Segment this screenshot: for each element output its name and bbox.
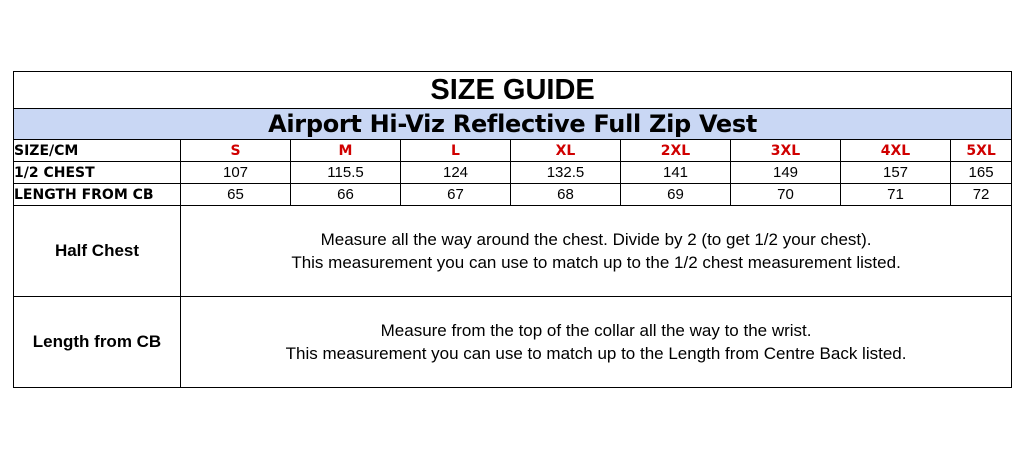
table-cell: 107: [181, 162, 291, 184]
table-row: [14, 184, 1012, 206]
table-cell: 65: [181, 184, 291, 206]
row-label-length-from-cb: LENGTH FROM CB: [14, 184, 181, 206]
table-cell: 165: [951, 162, 1012, 184]
size-header-l: L: [401, 140, 511, 162]
size-header-2xl: 2XL: [621, 140, 731, 162]
description-text-length-from-cb: [181, 297, 1012, 388]
size-guide-table: [13, 71, 1012, 388]
table-cell: 141: [621, 162, 731, 184]
description-row-length-from-cb: [14, 297, 1012, 388]
size-header-4xl: 4XL: [841, 140, 951, 162]
description-label-length-from-cb: Length from CB: [14, 297, 181, 388]
table-cell: 67: [401, 184, 511, 206]
size-header-row: [14, 140, 1012, 162]
size-header-5xl: 5XL: [951, 140, 1012, 162]
size-header-s: S: [181, 140, 291, 162]
table-cell: 124: [401, 162, 511, 184]
table-cell: 71: [841, 184, 951, 206]
description-line: Measure from the top of the collar all the way to the wrist.: [380, 321, 812, 340]
size-header-xl: XL: [511, 140, 621, 162]
description-line: Measure all the way around the chest. Divide by 2 (to get 1/2 your chest).: [320, 230, 872, 249]
table-cell: 132.5: [511, 162, 621, 184]
table-cell: 70: [731, 184, 841, 206]
table-cell: 115.5: [291, 162, 401, 184]
size-header-label: SIZE/CM: [14, 140, 181, 162]
table-cell: 157: [841, 162, 951, 184]
description-row-half-chest: [14, 206, 1012, 297]
row-label-half-chest: 1/2 CHEST: [14, 162, 181, 184]
description-label-half-chest: Half Chest: [14, 206, 181, 297]
size-header-3xl: 3XL: [731, 140, 841, 162]
page-title: SIZE GUIDE: [14, 72, 1012, 109]
table-cell: 72: [951, 184, 1012, 206]
description-line: This measurement you can use to match up to the 1/2 chest measurement listed.: [291, 253, 901, 272]
table-cell: 149: [731, 162, 841, 184]
table-cell: 69: [621, 184, 731, 206]
size-header-m: M: [291, 140, 401, 162]
product-subtitle: Airport Hi-Viz Reflective Full Zip Vest: [14, 109, 1012, 140]
table-row: [14, 162, 1012, 184]
table-cell: 66: [291, 184, 401, 206]
table-cell: 68: [511, 184, 621, 206]
description-line: This measurement you can use to match up to the Length from Centre Back listed.: [285, 344, 907, 363]
description-text-half-chest: [181, 206, 1012, 297]
